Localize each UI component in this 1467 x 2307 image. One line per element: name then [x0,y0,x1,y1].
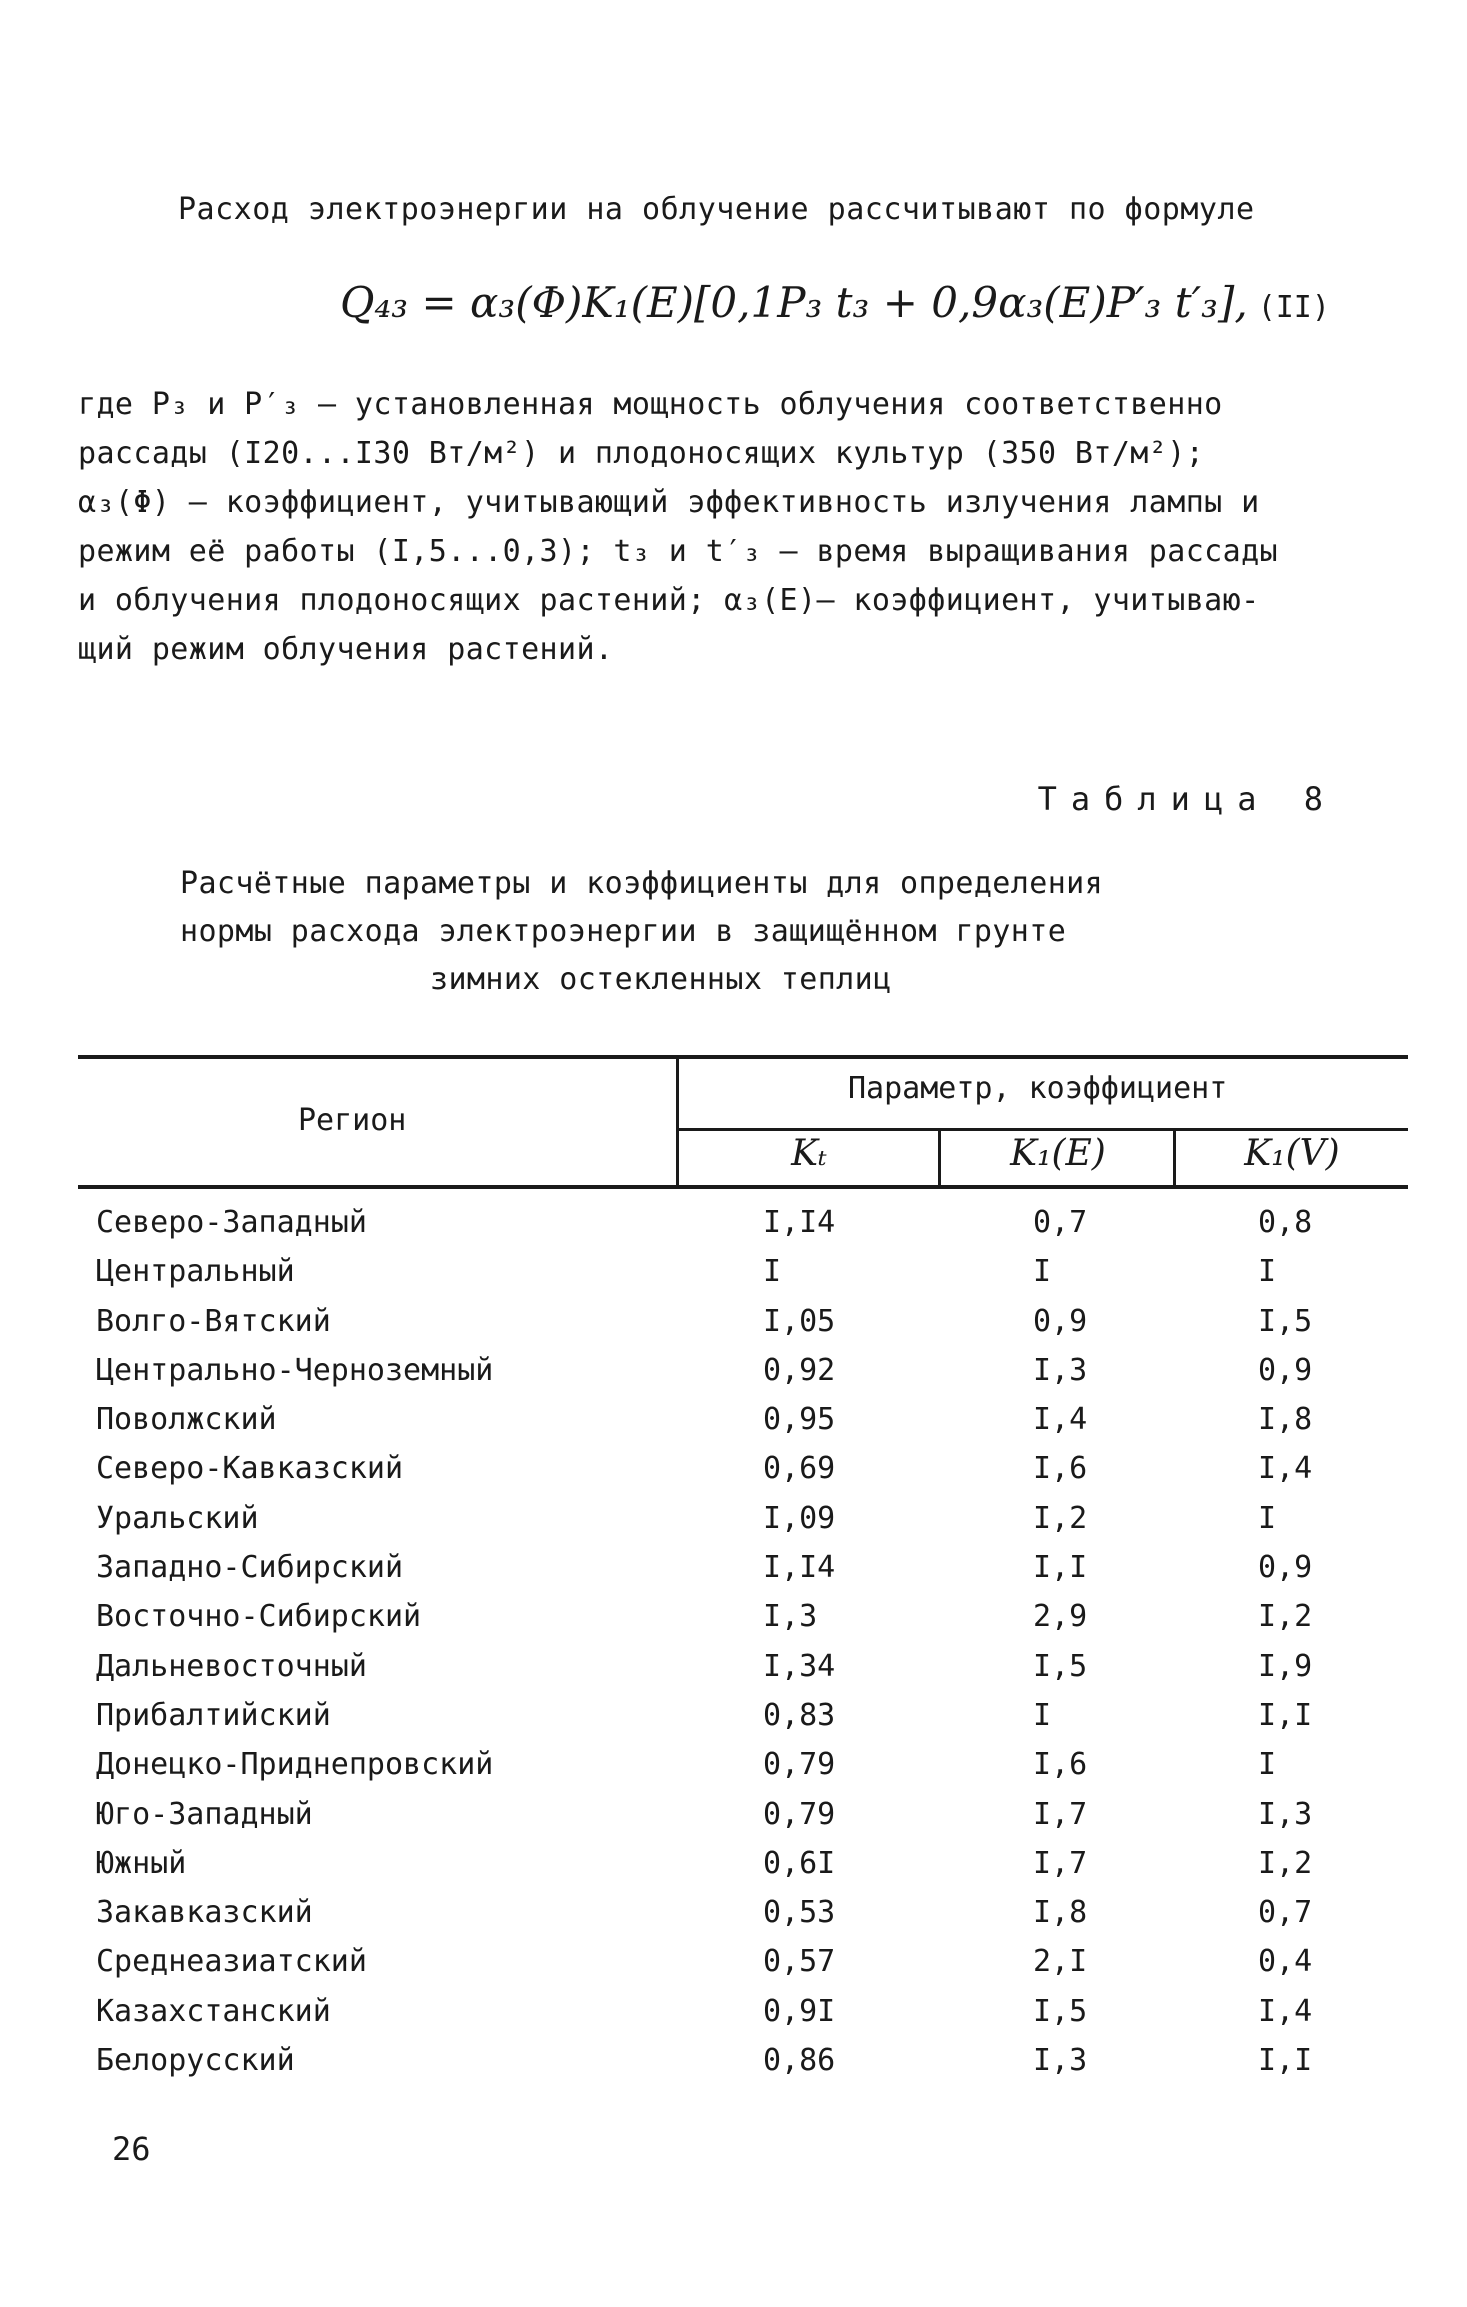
cell-k1e: I,7 [1033,1845,1088,1881]
cell-k1v: 0,9 [1258,1550,1313,1586]
cell-kt: 0,6I [763,1845,836,1881]
cell-k1v: 0,7 [1258,1895,1313,1931]
cell-region: Среднеазиатский [96,1944,367,1980]
cell-k1e: I,7 [1033,1796,1088,1832]
cell-kt: I,09 [763,1500,836,1536]
table-row [78,2043,1408,2092]
formula [340,278,1340,327]
cell-kt: 0,95 [763,1402,836,1438]
table-row [78,1304,1408,1353]
cell-k1e: I,6 [1033,1747,1088,1783]
explanation-line: рассады (I20...I30 Вт/м²) и плодоносящих культур (350 Вт/м²); [78,436,1205,471]
cell-k1e: I,5 [1033,1648,1088,1684]
cell-kt: I,34 [763,1648,836,1684]
cell-k1v: 0,4 [1258,1944,1313,1980]
cell-region: Юго-Западный [96,1796,313,1832]
cell-k1v: I,3 [1258,1796,1313,1832]
cell-k1e: I,3 [1033,2043,1088,2079]
table-label: Таблица 8 [1037,780,1337,818]
header-k1e: K₁(E) [1010,1133,1106,1174]
cell-k1e: I,2 [1033,1500,1088,1536]
header-k1v: K₁(V) [1244,1133,1340,1174]
cell-kt: 0,79 [763,1747,836,1783]
cell-k1v: I,5 [1258,1303,1313,1339]
cell-region: Уральский [96,1500,259,1536]
explanation-line: и облучения плодоносящих растений; α₃(E)– коэффициент, учитываю- [78,583,1260,618]
table-header-bottom-rule [78,1185,1408,1189]
explanation-line: где P₃ и P′₃ – установленная мощность облучения соответственно [78,387,1223,422]
cell-kt: 0,83 [763,1697,836,1733]
cell-k1e: 2,I [1033,1944,1088,1980]
cell-k1v: I [1258,1500,1277,1536]
cell-region: Центральный [96,1254,295,1290]
cell-region: Волго-Вятский [96,1303,331,1339]
cell-region: Белорусский [96,2043,295,2079]
cell-region: Восточно-Сибирский [96,1599,422,1635]
cell-k1e: I,4 [1033,1402,1088,1438]
cell-k1e: I [1033,1254,1052,1290]
cell-kt: 0,86 [763,2043,836,2079]
explanation-line: α₃(Φ) – коэффициент, учитывающий эффективность излучения лампы и [78,485,1260,520]
cell-region: Северо-Западный [96,1205,367,1240]
cell-region: Северо-Кавказский [96,1451,404,1487]
table-row [78,1797,1408,1846]
header-parameter-group: Параметр, коэффициент [848,1071,1228,1106]
cell-region: Западно-Сибирский [96,1550,404,1586]
explanation-line: режим её работы (I,5...0,3); t₃ и t′₃ – время выращивания рассады [78,534,1278,569]
formula-expression: Q₄₃ = α₃(Φ)K₁(E)[0,1P₃ t₃ + 0,9α₃(E)P′₃ t′₃], [340,278,1248,327]
table-row [78,1994,1408,2043]
intro-text: Расход электроэнергии на облучение рассчитывают по формуле [178,192,1255,227]
cell-kt: 0,92 [763,1352,836,1388]
header-region: Регион [298,1103,407,1138]
caption-line: зимних остекленных теплиц [430,962,892,997]
cell-k1v: 0,8 [1258,1205,1313,1240]
table-row [78,1747,1408,1796]
cell-k1v: 0,9 [1258,1352,1313,1388]
table-row [78,1550,1408,1599]
table-row [78,1846,1408,1895]
page-number: 26 [112,2130,151,2168]
cell-region: Южный [96,1845,187,1881]
cell-kt: 0,79 [763,1796,836,1832]
cell-k1e: 2,9 [1033,1599,1088,1635]
cell-kt: I [763,1254,782,1290]
cell-k1v: I,4 [1258,1451,1313,1487]
cell-region: Казахстанский [96,1993,331,2029]
cell-k1v: I,9 [1258,1648,1313,1684]
cell-k1e: I,I [1033,1550,1088,1586]
cell-region: Прибалтийский [96,1697,331,1733]
table-divider [938,1130,941,1187]
table-row [78,1501,1408,1550]
table-row [78,1402,1408,1451]
cell-k1e: I [1033,1697,1052,1733]
cell-k1e: I,8 [1033,1895,1088,1931]
table-caption [0,860,1467,1004]
cell-kt: I,3 [763,1599,818,1635]
cell-region: Дальневосточный [96,1648,367,1684]
table-row [78,1698,1408,1747]
cell-kt: 0,57 [763,1944,836,1980]
cell-k1v: I,2 [1258,1599,1313,1635]
table-row [78,1599,1408,1648]
cell-k1e: I,5 [1033,1993,1088,2029]
cell-kt: I,I4 [763,1205,836,1240]
table-body [78,1205,1408,2092]
formula-explanation [78,380,1408,674]
table-top-rule [78,1055,1408,1059]
cell-k1e: 0,9 [1033,1303,1088,1339]
cell-k1v: I,8 [1258,1402,1313,1438]
header-kt: Kₜ [791,1133,827,1174]
cell-kt: 0,69 [763,1451,836,1487]
cell-kt: I,I4 [763,1550,836,1586]
cell-k1e: 0,7 [1033,1205,1088,1240]
formula-number: (II) [1257,290,1330,325]
cell-kt: 0,9I [763,1993,836,2029]
cell-k1v: I [1258,1747,1277,1783]
table-row [78,1649,1408,1698]
caption-line: Расчётные параметры и коэффициенты для определения [180,866,1104,901]
table-row [78,1205,1408,1254]
table-divider [676,1055,679,1187]
table-row [78,1895,1408,1944]
table-row [78,1944,1408,1993]
cell-k1e: I,3 [1033,1352,1088,1388]
cell-region: Поволжский [96,1402,277,1438]
cell-region: Центрально-Черноземный [96,1352,494,1388]
caption-line: нормы расхода электроэнергии в защищённом грунте [180,914,1067,949]
explanation-line: щий режим облучения растений. [78,632,614,667]
cell-kt: I,05 [763,1303,836,1339]
table-row [78,1254,1408,1303]
cell-k1v: I,I [1258,1697,1313,1733]
cell-k1e: I,6 [1033,1451,1088,1487]
table-header-rule [678,1128,1408,1131]
cell-k1v: I,I [1258,2043,1313,2079]
cell-k1v: I [1258,1254,1277,1290]
cell-region: Донецко-Приднепровский [96,1747,494,1783]
cell-k1v: I,4 [1258,1993,1313,2029]
cell-k1v: I,2 [1258,1845,1313,1881]
table-row [78,1451,1408,1500]
table-row [78,1353,1408,1402]
cell-kt: 0,53 [763,1895,836,1931]
cell-region: Закавказский [96,1895,313,1931]
